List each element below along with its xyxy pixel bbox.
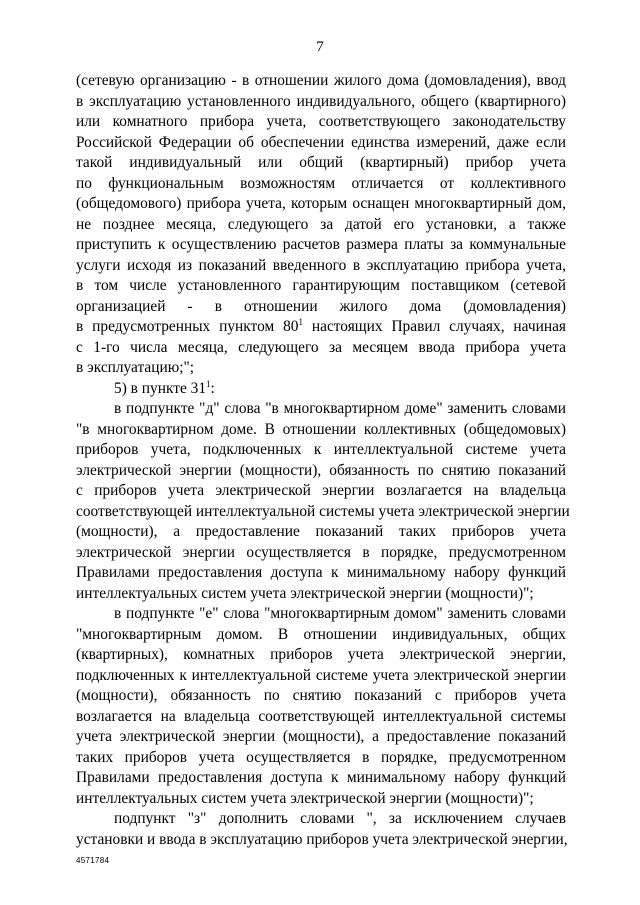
text-line: в эксплуатацию;"; — [76, 359, 195, 376]
text-line: приступить к осуществлению расчетов размера платы за коммунальные — [76, 236, 566, 253]
text-line: учета электрической энергии (мощности), а предоставление показаний — [76, 728, 566, 745]
document-body — [76, 71, 570, 850]
superscript: 1 — [206, 378, 211, 389]
text-line: (мощности), а предоставление показаний таких приборов учета — [76, 523, 566, 540]
heading-text: 5) в пункте 31 — [114, 379, 207, 397]
text-line: услуги исходя из показаний введенного в эксплуатацию прибора учета, — [76, 256, 566, 274]
text-line: интеллектуальных систем учета электрической энергии (мощности)"; — [76, 789, 534, 807]
text-line: Правилами предоставления доступа к минимальному набору функций — [76, 769, 566, 786]
text-line: по функциональным возможностям отличается от коллективного — [76, 174, 566, 192]
line-text: в предусмотренных пунктом 80 — [76, 318, 299, 335]
text-line: возлагается на владельца соответствующей интеллектуальной системы — [76, 707, 566, 725]
text-line: в том числе установленного гарантирующим поставщиком (сетевой — [76, 277, 566, 294]
text-line: в подпункте "е" слова "многоквартирным домом" заменить словами — [114, 605, 566, 622]
document-code: 4571784 — [76, 856, 110, 865]
text-line: (квартирных), комнатных приборов учета электрической энергии, — [76, 646, 566, 663]
text-line: соответствующей интеллектуальной системы учета электрической энергии — [76, 502, 570, 520]
text-line: электрической энергии осуществляется в порядке, предусмотренном — [76, 543, 566, 561]
text-line: таких приборов учета осуществляется в порядке, предусмотренном — [76, 748, 566, 766]
text-line-with-superscript — [76, 317, 566, 338]
text-line: "многоквартирным домом. В отношении индивидуальных, общих — [76, 625, 566, 643]
text-line: электрической энергии (мощности), обязанность по снятию показаний — [76, 461, 566, 479]
text-line: (мощности), обязанность по снятию показаний с приборов учета — [76, 687, 566, 704]
text-line: (сетевую организацию - в отношении жилого дома (домовладения), ввод — [76, 72, 566, 89]
text-line: в подпункте "д" слова "в многоквартирном доме" заменить словами — [114, 400, 566, 417]
text-line: (общедомового) прибора учета, которым оснащен многоквартирный дом, — [76, 195, 566, 212]
text-line: не позднее месяца, следующего за датой его установки, а также — [76, 215, 566, 233]
page-number: 7 — [316, 39, 324, 55]
text-line: интеллектуальных систем учета электрической энергии (мощности)"; — [76, 584, 534, 602]
text-line: "в многоквартирном доме. В отношении коллективных (общедомовых) — [76, 420, 566, 438]
heading-text-after: : — [210, 379, 215, 397]
section-heading — [76, 379, 566, 400]
text-line: с приборов учета электрической энергии возлагается на владельца — [76, 482, 566, 499]
superscript: 1 — [298, 317, 303, 327]
text-line: установки и ввода в эксплуатацию приборов учета электрической энергии, — [76, 830, 568, 848]
text-line: Правилами предоставления доступа к минимальному набору функций — [76, 564, 566, 581]
text-line: приборов учета, подключенных к интеллектуальной системе учета — [76, 441, 566, 458]
text-line: подпункт "з" дополнить словами ", за исключением случаев — [114, 810, 566, 827]
text-line: такой индивидуальный или общий (квартирный) прибор учета — [76, 154, 566, 171]
text-line: подключенных к интеллектуальной системе учета электрической энергии — [76, 666, 566, 684]
line-text-after: настоящих Правил случаях, начиная — [303, 318, 566, 335]
text-line: в эксплуатацию установленного индивидуального, общего (квартирного) — [76, 92, 566, 110]
text-line: с 1-го числа месяца, следующего за месяцем ввода прибора учета — [76, 338, 566, 356]
text-line: организацией - в отношении жилого дома (домовладения) — [76, 297, 566, 315]
text-line: Российской Федерации об обеспечении единства измерений, даже если — [76, 133, 566, 151]
text-line: или комнатного прибора учета, соответствующего законодательству — [76, 113, 566, 130]
